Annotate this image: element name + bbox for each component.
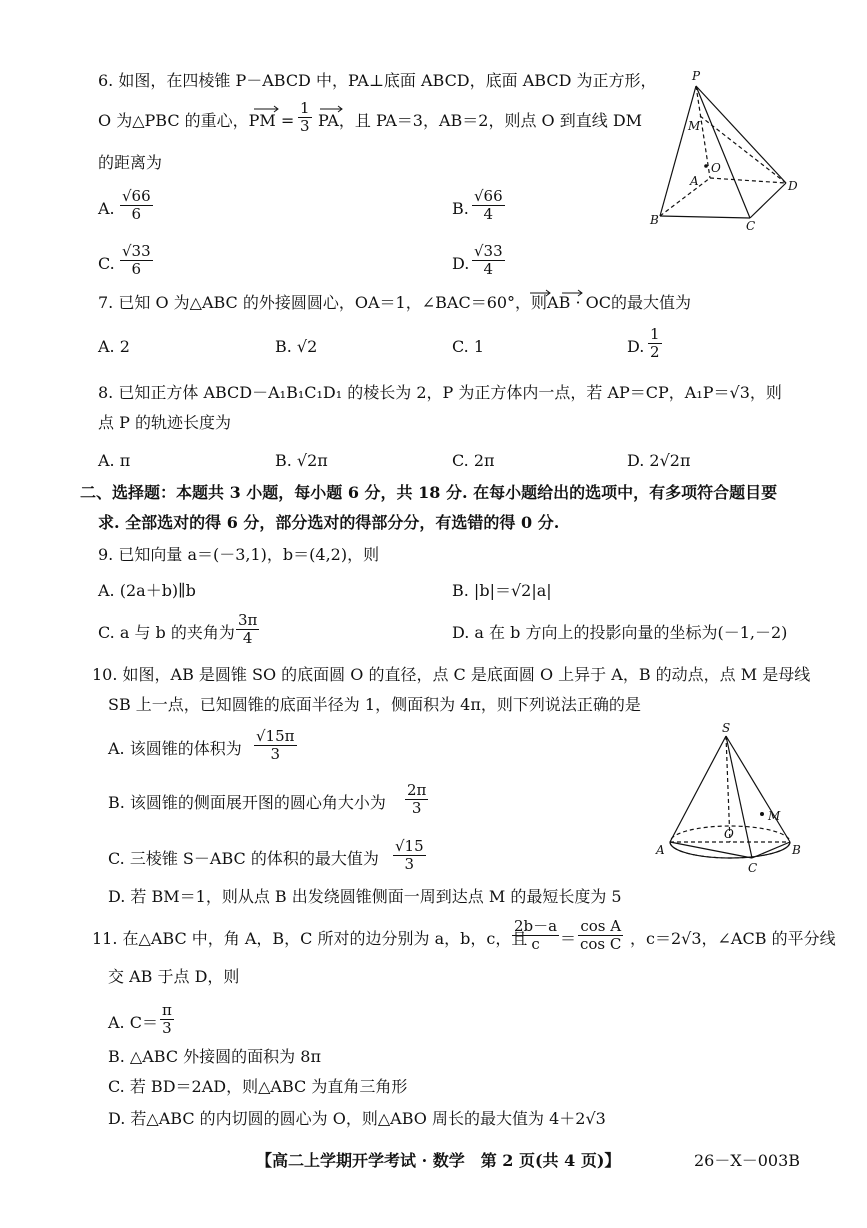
q9-option-b: B. |b|＝√2|a| bbox=[452, 581, 552, 600]
q6-option-c-den: 6 bbox=[131, 260, 142, 278]
q6-line2b: PA，且 PA＝3，AB＝2，则点 O 到直线 DM bbox=[318, 111, 643, 130]
q6-line3: 的距离为 bbox=[98, 153, 163, 172]
q8-option-a: A. π bbox=[98, 451, 131, 470]
pyramid-label-m: M bbox=[688, 119, 701, 133]
q11-f2-den: cos C bbox=[580, 935, 622, 953]
cone-figure bbox=[652, 722, 812, 872]
pyramid-figure bbox=[648, 68, 808, 238]
cone-label-m: M bbox=[768, 809, 781, 823]
q6-option-a-frac bbox=[120, 188, 153, 223]
pyramid-label-p: P bbox=[692, 69, 701, 83]
q11-option-c: C. 若 BD＝2AD，则△ABC 为直角三角形 bbox=[108, 1077, 408, 1096]
cone-label-s: S bbox=[722, 722, 731, 735]
cone-label-a: A bbox=[656, 843, 665, 857]
q11-fraction-2 bbox=[578, 918, 623, 953]
q8-line2: 点 P 的轨迹长度为 bbox=[98, 413, 231, 432]
q9-stem: 9. 已知向量 a＝(－3,1)，b＝(4,2)，则 bbox=[98, 545, 380, 564]
q11-option-d: D. 若△ABC 的内切圆的圆心为 O，则△ABO 周长的最大值为 4＋2√3 bbox=[108, 1109, 606, 1128]
q7-vector-arrows bbox=[528, 288, 588, 298]
q10-option-d: D. 若 BM＝1，则从点 B 出发绕圆锥侧面一周到达点 M 的最短长度为 5 bbox=[108, 887, 622, 906]
cone-label-o: O bbox=[724, 827, 734, 841]
q10-option-a-den: 3 bbox=[270, 745, 281, 763]
q6-option-c bbox=[98, 253, 115, 275]
q9-option-c: C. a 与 b 的夹角为 bbox=[98, 623, 235, 642]
q6-option-d-frac bbox=[472, 243, 505, 278]
q10-option-c-den: 3 bbox=[404, 855, 415, 873]
q6-option-a bbox=[98, 198, 115, 220]
q6-vector-arrows bbox=[252, 104, 312, 114]
q6-option-a-den: 6 bbox=[131, 205, 142, 223]
q6-option-d-letter: D. bbox=[452, 254, 470, 273]
q9-option-c-frac bbox=[236, 612, 259, 647]
q6-option-d bbox=[452, 253, 469, 275]
cone-label-c: C bbox=[748, 861, 758, 872]
section2-heading-line1: 二、选择题：本题共 3 小题，每小题 6 分，共 18 分. 在每小题给出的选项中，有多项符合题目要 bbox=[80, 483, 778, 502]
q11-option-a: A. C＝ bbox=[108, 1013, 158, 1032]
q7-option-b: B. √2 bbox=[275, 337, 318, 356]
q11-fraction-1 bbox=[512, 918, 559, 953]
q6-line2a: O 为△PBC 的重心，PM = bbox=[98, 111, 295, 130]
q6-option-d-num: √33 bbox=[474, 242, 503, 260]
q10-option-a-frac bbox=[254, 728, 297, 763]
q6-option-b bbox=[452, 198, 469, 220]
q8-option-b: B. √2π bbox=[275, 451, 328, 470]
q11-f1-den: c bbox=[531, 935, 540, 953]
q8-line1: 8. 已知正方体 ABCD－A₁B₁C₁D₁ 的棱长为 2，P 为正方体内一点，若 AP＝CP，A₁P＝√3，则 bbox=[98, 383, 782, 402]
q6-option-b-den: 4 bbox=[483, 205, 494, 223]
q9-option-a: A. (2a＋b)∥b bbox=[98, 581, 196, 600]
q10-option-b-num: 2π bbox=[407, 781, 427, 799]
q10-option-b-den: 3 bbox=[411, 799, 422, 817]
q7-option-d-frac bbox=[648, 326, 662, 361]
q11-option-a-den: 3 bbox=[162, 1019, 172, 1037]
q10-option-a: A. 该圆锥的体积为 bbox=[108, 739, 242, 758]
footer-title: 【高二上学期开学考试 · 数学 第 2 页(共 4 页)】 bbox=[256, 1151, 621, 1170]
pyramid-label-c: C bbox=[746, 219, 756, 233]
q6-option-c-letter: C. bbox=[98, 254, 115, 273]
q6-option-d-den: 4 bbox=[483, 260, 494, 278]
q6-frac-den: 3 bbox=[300, 117, 310, 135]
pyramid-label-b: B bbox=[650, 213, 659, 227]
q10-option-a-num: √15π bbox=[256, 727, 295, 745]
q9-option-c-den: 4 bbox=[242, 629, 253, 647]
q10-line1: 10. 如图，AB 是圆锥 SO 的底面圆 O 的直径，点 C 是底面圆 O 上异于 A，B 的动点，点 M 是母线 bbox=[92, 665, 811, 684]
pyramid-label-a: A bbox=[690, 174, 699, 188]
q8-option-c: C. 2π bbox=[452, 451, 495, 470]
section2-heading-line2: 求. 全部选对的得 6 分，部分选对的得部分分，有选错的得 0 分. bbox=[98, 513, 560, 532]
q11-option-b: B. △ABC 外接圆的面积为 8π bbox=[108, 1047, 321, 1066]
q7-stem: 7. 已知 O 为△ABC 的外接圆圆心，OA＝1，∠BAC＝60°，则AB · OC的最大值为 bbox=[98, 293, 691, 312]
q6-option-c-frac bbox=[120, 243, 153, 278]
q11-f1-num: 2b－a bbox=[514, 917, 558, 935]
q11-line1-pre: 11. 在△ABC 中，角 A，B，C 所对的边分别为 a，b，c，且 bbox=[92, 929, 528, 948]
q7-option-d: D. bbox=[627, 337, 645, 356]
q11-f2-num: cos A bbox=[580, 917, 622, 935]
q11-line2: 交 AB 于点 D，则 bbox=[108, 967, 240, 986]
q7-option-c: C. 1 bbox=[452, 337, 485, 356]
pyramid-label-o: O bbox=[711, 161, 721, 175]
q10-option-b-frac bbox=[405, 782, 428, 817]
q10-option-c: C. 三棱锥 S－ABC 的体积的最大值为 bbox=[108, 849, 379, 868]
q8-option-d: D. 2√2π bbox=[627, 451, 691, 470]
q11-option-a-num: π bbox=[162, 1001, 172, 1019]
q6-option-b-num: √66 bbox=[474, 187, 503, 205]
q6-frac-num: 1 bbox=[300, 99, 310, 117]
q9-option-d: D. a 在 b 方向上的投影向量的坐标为(－1,－2) bbox=[452, 623, 788, 642]
q10-option-c-num: √15 bbox=[395, 837, 424, 855]
footer-code: 26－X－003B bbox=[694, 1151, 801, 1170]
q6-option-a-num: √66 bbox=[122, 187, 151, 205]
q7-option-d-num: 1 bbox=[650, 325, 660, 343]
q9-option-c-num: 3π bbox=[238, 611, 258, 629]
q7-option-a: A. 2 bbox=[98, 337, 130, 356]
q10-option-c-frac bbox=[393, 838, 426, 873]
q10-option-b: B. 该圆锥的侧面展开图的圆心角大小为 bbox=[108, 793, 386, 812]
q10-line2: SB 上一点，已知圆锥的底面半径为 1，侧面积为 4π，则下列说法正确的是 bbox=[108, 695, 641, 714]
q6-vector-arrows-2 bbox=[318, 104, 348, 114]
q11-option-a-frac bbox=[160, 1002, 174, 1037]
pyramid-label-d: D bbox=[788, 179, 798, 193]
q7-option-d-den: 2 bbox=[650, 343, 660, 361]
q6-option-b-letter: B. bbox=[452, 199, 469, 218]
q6-option-a-letter: A. bbox=[98, 199, 115, 218]
q6-option-b-frac bbox=[472, 188, 505, 223]
q11-eq: ＝ bbox=[560, 929, 577, 948]
q11-line1-post: ，c＝2√3，∠ACB 的平分线 bbox=[630, 929, 836, 948]
q6-line1: 6. 如图，在四棱锥 P－ABCD 中，PA⊥底面 ABCD，底面 ABCD 为正方形， bbox=[98, 71, 657, 90]
q6-option-c-num: √33 bbox=[122, 242, 151, 260]
cone-label-b: B bbox=[792, 843, 801, 857]
